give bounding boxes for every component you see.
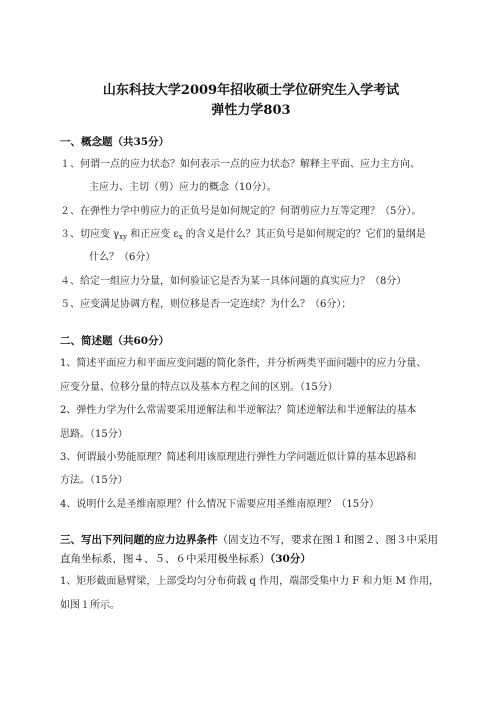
s2-q1-line2: 应变分量、位移分量的特点以及基本方程之间的区别。（15分） xyxy=(60,382,338,393)
section3-heading-note2: 直角坐标系，图４、５、６中采用极坐标系） xyxy=(60,553,270,565)
s3-q1-line2: 如图１所示。 xyxy=(60,600,120,611)
section1-heading: 一、概念题（共35分） xyxy=(60,136,170,148)
s2-q2-line1: 2、弹性力学为什么常需要采用逆解法和半逆解法？简述逆解法和半逆解法的基本 xyxy=(60,405,417,416)
s1-q3-sub-x: x xyxy=(178,233,183,241)
s1-q3-sub-xy: xy xyxy=(119,233,128,241)
s2-q3-line2: 方法。（15分） xyxy=(60,475,128,486)
s1-q1-line1: １、何谓一点的应力状态？如何表示一点的应力状态？解释主平面、应力主方向、 xyxy=(60,159,420,170)
s1-q3-part-c: 的含义是什么？其正负号是如何规定的？它们的量纲是 xyxy=(182,229,426,240)
s2-q4: 4、说明什么是圣维南原理？什么情况下需要应用圣维南原理？（15分） xyxy=(60,499,380,510)
s2-q2-line2: 思路。（15分） xyxy=(60,429,128,440)
exam-subject: 弹性力学803 xyxy=(211,103,291,118)
section2-heading: 二、简述题（共60分） xyxy=(60,335,170,347)
s1-q5: ５、应变满足协调方程，则位移是否一定连续？为什么？（6分）； xyxy=(60,299,352,310)
s2-q3-line1: 3、何谓最小势能原理？简述利用该原理进行弹性力学问题近似计算的基本思路和 xyxy=(60,452,417,463)
s2-q1-line1: 1、简述平面应力和平面应变问题的简化条件，并分析两类平面问题中的应力分量、 xyxy=(60,358,427,369)
s1-q3-part-a: ３、切应变 γ xyxy=(60,229,120,240)
s1-q3-line2: 什么？（6分） xyxy=(89,252,156,263)
s1-q1-line2: 主应力、主切（剪）应力的概念（10分）。 xyxy=(89,182,277,193)
s1-q3-part-b: 和正应变 ε xyxy=(127,229,179,240)
section3-heading-points: （30分） xyxy=(270,553,311,565)
section3-heading-note: （固支边不写，要求在图１和图２、图３中采用 xyxy=(217,534,438,546)
section3-heading-line2 xyxy=(60,552,311,566)
s3-q1-line1: 1、矩形截面悬臂梁，上部受均匀分布荷载 q 作用，端部受集中力 F 和力矩 M 作用， xyxy=(60,576,440,587)
exam-title: 山东科技大学2009年招收硕士学位研究生入学考试 xyxy=(102,83,400,98)
section3-heading-line1 xyxy=(60,533,438,547)
section3-heading-bold: 三、写出下列问题的应力边界条件 xyxy=(60,534,218,546)
s1-q2: ２、在弹性力学中剪应力的正负号是如何规定的？何谓剪应力互等定理？（5分）。 xyxy=(60,206,422,217)
s1-q4: ４、给定一组应力分量，如何验证它是否为某一具体问题的真实应力？（8分） xyxy=(60,276,407,287)
s1-q3-line1 xyxy=(60,228,426,242)
